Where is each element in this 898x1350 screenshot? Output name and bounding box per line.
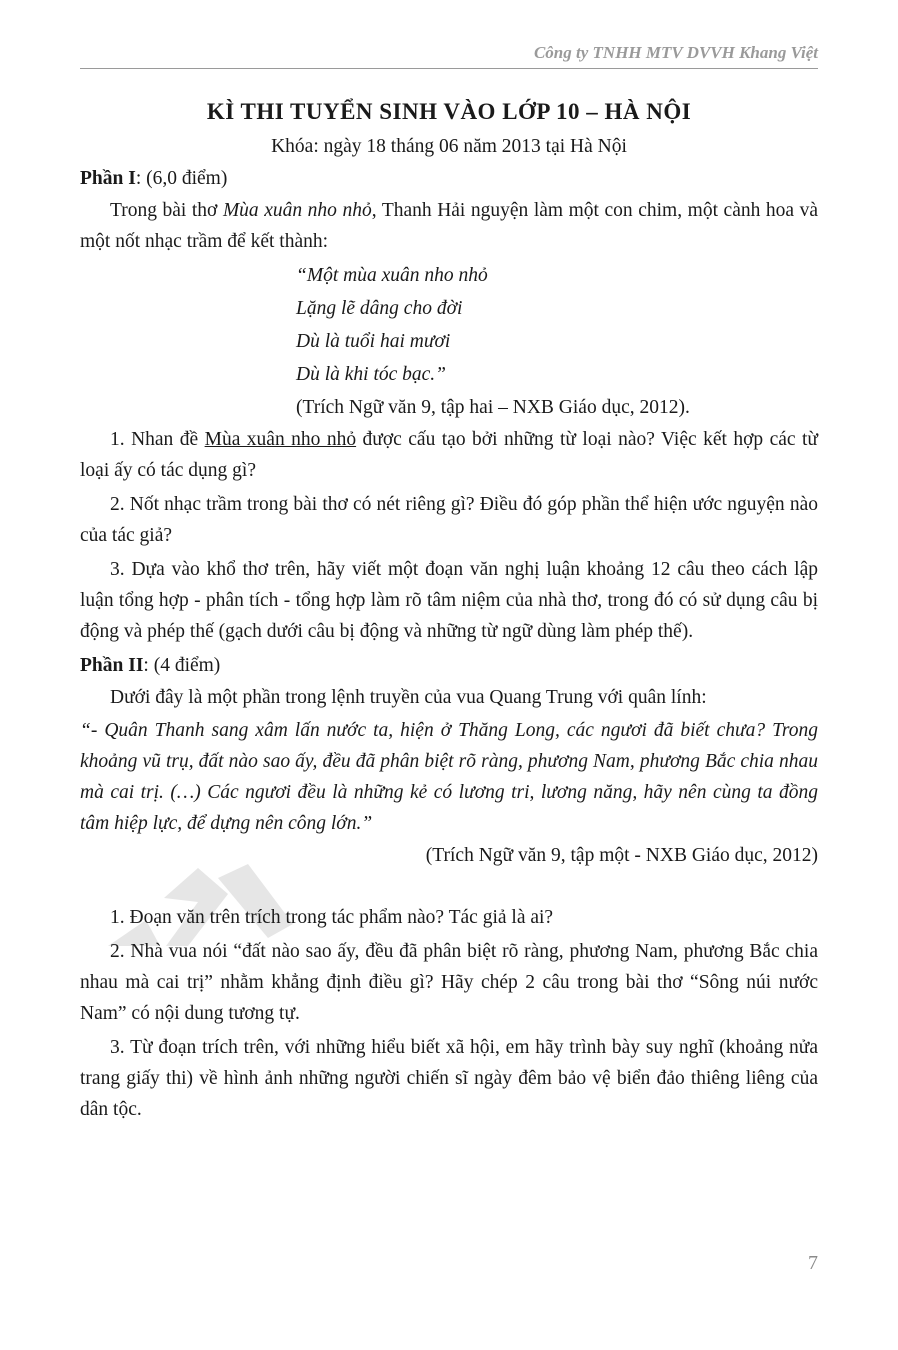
exam-content [80,96,818,1128]
part2-question-3: 3. Từ đoạn trích trên, với những hiểu biết xã hội, em hãy trình bày suy nghĩ (khoảng nửa trang giấy thi) về hình ảnh những người chiến sĩ ngày đêm bảo vệ biển đảo thiêng liêng của dân tộc. [80,1037,818,1120]
part1-intro-text: Trong bài thơ [110,200,223,221]
poem-line: Lặng lẽ dâng cho đời [296,298,463,319]
exam-title: KÌ THI TUYỂN SINH VÀO LỚP 10 – HÀ NỘI [206,99,692,124]
part2-heading [80,650,818,682]
poem-line: Dù là khi tóc bạc.” [296,364,447,385]
poem-line: Dù là tuổi hai mươi [296,331,451,352]
question-text-end: được cấu tạo bởi những từ loại nào? Việc kết hợp các từ loại ấy có tác dụng gì? [80,429,818,481]
part2-question-1: 1. Đoạn văn trên trích trong tác phẩm nào? Tác giả là ai? [110,907,554,928]
part1-intro [80,195,818,257]
part2-quote: “- Quân Thanh sang xâm lấn nước ta, hiện ở Thăng Long, các ngươi đã biết chưa? Trong khoảng vũ trụ, đất nào sao ấy, đều đã phân biệt rõ ràng, phương Nam, phương Bắc chia nhau mà cai trị. (…) Các ngươi đều là những kẻ có lương tri, lương năng, hãy nên cùng ta đồng tâm hiệp lực, để dựng nên công lớn.” [80,720,818,834]
quote-source: (Trích Ngữ văn 9, tập một - NXB Giáo dục, 2012) [425,845,818,866]
part1-label: Phần I [80,168,136,189]
part2-points: : (4 điểm) [143,655,221,676]
part1-points: : (6,0 điểm) [135,168,228,189]
part1-heading [80,163,818,195]
poem-line: “Một mùa xuân nho nhỏ [296,265,488,286]
part2-label: Phần II [80,655,144,676]
poem-source: (Trích Ngữ văn 9, tập hai – NXB Giáo dục, 2012). [296,397,690,418]
part2-question-2: 2. Nhà vua nói “đất nào sao ấy, đều đã phân biệt rõ ràng, phương Nam, phương Bắc chia nhau mà cai trị” nhằm khẳng định điều gì? Hãy chép 2 câu trong bài thơ “Sông núi nước Nam” có nội dung tương tự. [80,941,818,1024]
publisher-header: Công ty TNHH MTV DVVH Khang Việt [533,43,818,62]
exam-subtitle: Khóa: ngày 18 tháng 06 năm 2013 tại Hà Nội [271,136,627,157]
poem-title: Mùa xuân nho nhỏ [222,200,372,221]
part1-question-1 [80,424,818,486]
part2-intro: Dưới đây là một phần trong lệnh truyền của vua Quang Trung với quân lính: [110,687,707,708]
question-text: 1. Nhan đề [110,429,205,450]
part1-question-3: 3. Dựa vào khổ thơ trên, hãy viết một đoạn văn nghị luận khoảng 12 câu theo cách lập luận tổng hợp - phân tích - tổng hợp làm rõ tâm niệm của nhà thơ, trong đó có sử dụng câu bị động và phép thế (gạch dưới câu bị động và những từ ngữ dùng làm phép thế). [80,559,818,642]
poem-stanza [296,259,818,391]
page-number: 7 [808,1252,818,1274]
part1-question-2: 2. Nốt nhạc trầm trong bài thơ có nét riêng gì? Điều đó góp phần thể hiện ước nguyện nào của tác giả? [80,494,818,546]
underlined-title: Mùa xuân nho nhỏ [204,429,357,450]
header-divider [80,68,818,69]
part1-intro-text-end: , Thanh Hải nguyện làm một con chim, một cành hoa và một nốt nhạc trầm để kết thành: [80,200,819,252]
